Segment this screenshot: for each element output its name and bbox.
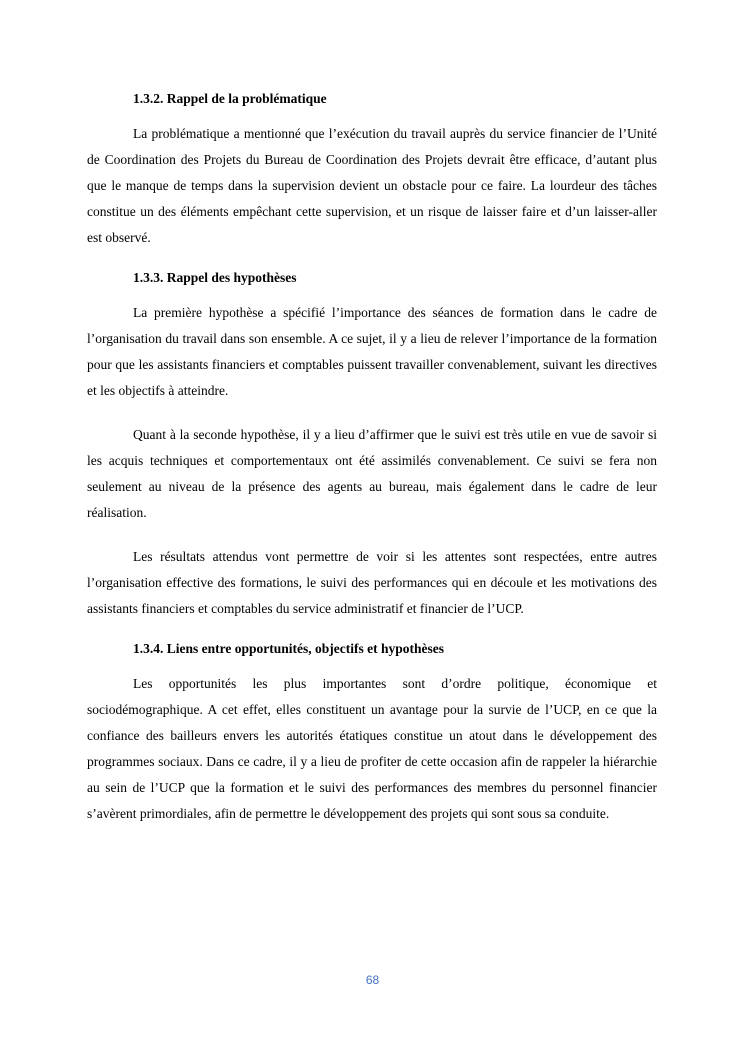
paragraph-hypothese-2: Quant à la seconde hypothèse, il y a lieu d’affirmer que le suivi est très utile en vue de savoir si les acquis techniques et comportementaux ont été assimilés convenablement. Ce suivi se fera non seulement au niveau de la présence des agents au bureau, mais également dans le cadre de leur réalisation. — [87, 427, 657, 520]
paragraph-opportunites: Les opportunités les plus importantes sont d’ordre politique, économique et sociodémographique. A cet effet, elles constituent un avantage pour la survie de l’UCP, en ce que la confiance des bailleurs envers les autorités étatiques constitue un atout dans le développement des programmes sociaux. Dans ce cadre, il y a lieu de profiter de cette occasion afin de rappeler la hiérarchie au sein de l’UCP que la formation et le suivi des performances des membres du personnel financier s’avèrent primordiales, afin de permettre le développement des projets qui sont sous sa conduite. — [87, 676, 657, 821]
page-number: 68 — [365, 973, 380, 987]
page-body — [87, 86, 657, 827]
section-heading-problematique: 1.3.2. Rappel de la problématique — [133, 91, 327, 106]
paragraph-hypothese-1: La première hypothèse a spécifié l’importance des séances de formation dans le cadre de l’organisation du travail dans son ensemble. A ce sujet, il y a lieu de relever l’importance de la formation pour que les assistants financiers et comptables puissent travailler convenablement, suivant les directives et les objectifs à atteindre. — [87, 305, 657, 398]
paragraph-problematique: La problématique a mentionné que l’exécution du travail auprès du service financier de l’Unité de Coordination des Projets du Bureau de Coordination des Projets devrait être efficace, d’autant plus que le manque de temps dans la supervision devient un obstacle pour ce faire. La lourdeur des tâches constitue un des éléments empêchant cette supervision, et un risque de laisser faire et d’un laisser-aller est observé. — [87, 126, 657, 245]
section-heading-hypotheses: 1.3.3. Rappel des hypothèses — [133, 270, 297, 285]
section-heading-liens: 1.3.4. Liens entre opportunités, objectifs et hypothèses — [133, 641, 444, 656]
paragraph-resultats: Les résultats attendus vont permettre de voir si les attentes sont respectées, entre autres l’organisation effective des formations, le suivi des performances qui en découle et les motivations des assistants financiers et comptables du service administratif et financier de l’UCP. — [87, 549, 657, 616]
